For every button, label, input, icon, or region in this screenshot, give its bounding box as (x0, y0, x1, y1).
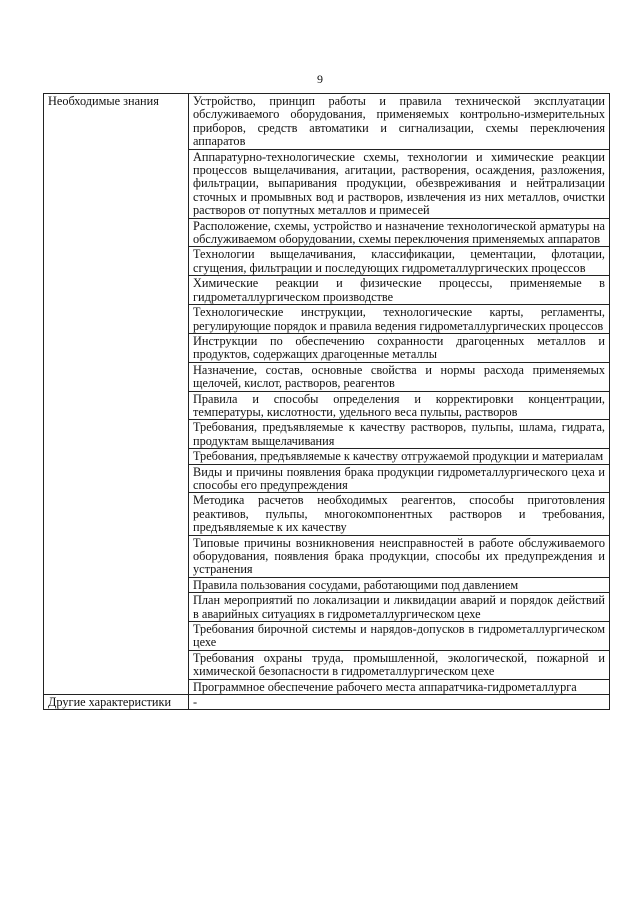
knowledge-item: План мероприятий по локализации и ликвидации аварий и порядок действий в аварийных ситуациях в гидрометаллургическом цехе (189, 593, 610, 622)
row-label-knowledge: Необходимые знания (44, 94, 189, 695)
knowledge-item: Химические реакции и физические процессы, применяемые в гидрометаллургическом производстве (189, 276, 610, 305)
knowledge-item: Расположение, схемы, устройство и назначение технологической арматуры на обслуживаемом оборудовании, схемы переключения применяемых аппаратов (189, 218, 610, 247)
knowledge-item: Аппаратурно-технологические схемы, технологии и химические реакции процессов выщелачивания, агитации, растворения, осаждения, разложения, фильтрации, выпаривания продукции, обезвреживания и нейтрализации сточных и промывных вод и растворов, извлечения из них металлов, очистки растворов от попутных металлов и примесей (189, 149, 610, 218)
table-row (44, 94, 610, 150)
knowledge-item: Правила пользования сосудами, работающими под давлением (189, 577, 610, 592)
knowledge-item: Виды и причины появления брака продукции гидрометаллургического цеха и способы его предупреждения (189, 464, 610, 493)
knowledge-item: Технологии выщелачивания, классификации, цементации, флотации, сгущения, фильтрации и последующих гидрометаллургических процессов (189, 247, 610, 276)
page-number: 9 (317, 72, 323, 86)
knowledge-item: Типовые причины возникновения неисправностей в работе обслуживаемого оборудования, появления брака продукции, способы их предупреждения и устранения (189, 535, 610, 577)
row-label-other: Другие характеристики (44, 695, 189, 710)
knowledge-item: Требования охраны труда, промышленной, экологической, пожарной и химической безопасности в гидрометаллургическом цехе (189, 650, 610, 679)
other-value: - (189, 695, 610, 710)
knowledge-item: Требования, предъявляемые к качеству отгружаемой продукции и материалам (189, 449, 610, 464)
knowledge-item: Требования, предъявляемые к качеству растворов, пульпы, шлама, гидрата, продуктам выщелачивания (189, 420, 610, 449)
knowledge-item: Устройство, принцип работы и правила технической эксплуатации обслуживаемого оборудования, применяемых контрольно-измерительных приборов, средств автоматики и сигнализации, схемы переключения аппаратов (189, 94, 610, 150)
knowledge-item: Инструкции по обеспечению сохранности драгоценных металлов и продуктов, содержащих драгоценные металлы (189, 333, 610, 362)
table-row (44, 695, 610, 710)
knowledge-item: Программное обеспечение рабочего места аппаратчика-гидрометаллурга (189, 679, 610, 694)
knowledge-item: Методика расчетов необходимых реагентов, способы приготовления реактивов, пульпы, многокомпонентных растворов и требования, предъявляемые к их качеству (189, 493, 610, 535)
knowledge-item: Назначение, состав, основные свойства и нормы расхода применяемых щелочей, кислот, растворов, реагентов (189, 362, 610, 391)
knowledge-item: Требования бирочной системы и нарядов-допусков в гидрометаллургическом цехе (189, 622, 610, 651)
requirements-table (43, 93, 610, 710)
knowledge-item: Правила и способы определения и корректировки концентрации, температуры, кислотности, удельного веса пульпы, растворов (189, 391, 610, 420)
knowledge-item: Технологические инструкции, технологические карты, регламенты, регулирующие порядок и правила ведения гидрометаллургических процессов (189, 305, 610, 334)
